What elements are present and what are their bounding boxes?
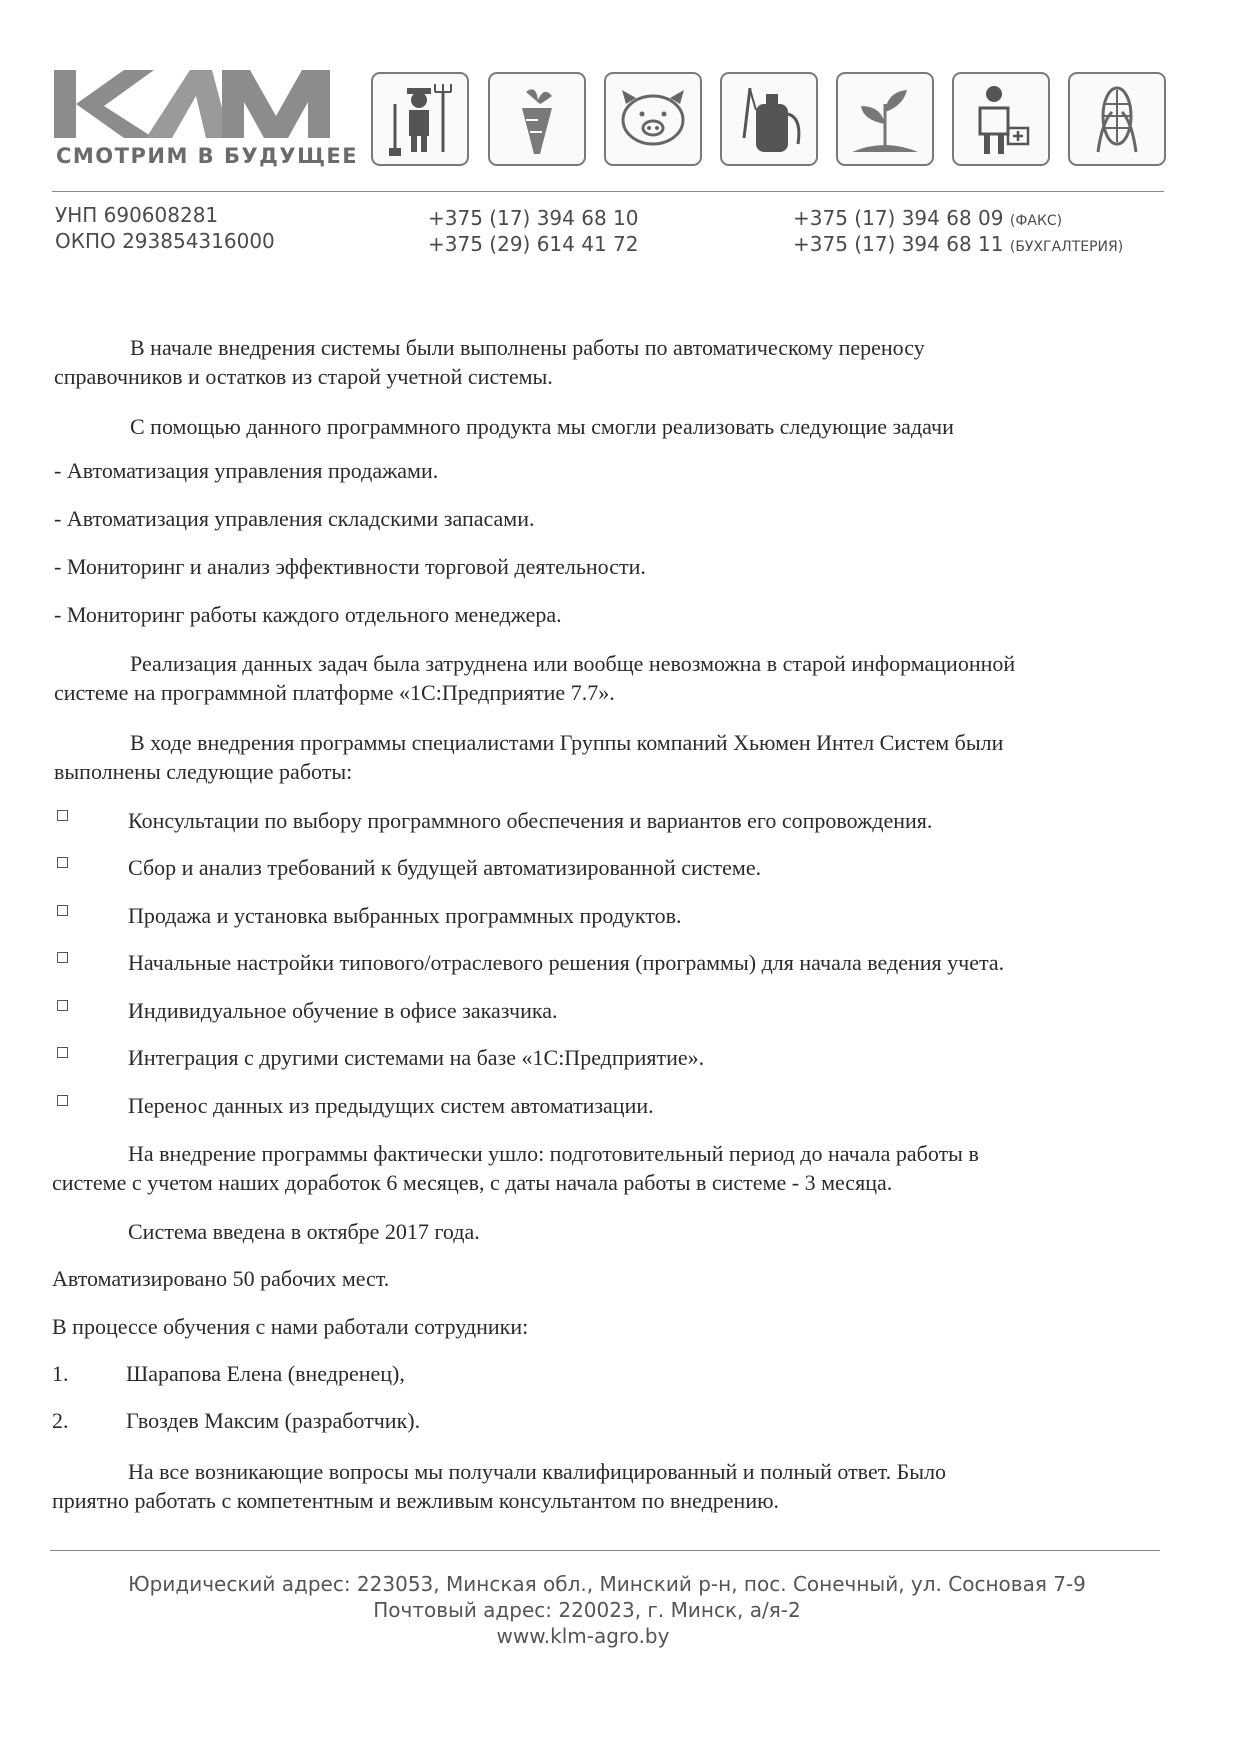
para1-line2: справочников и остатков из старой учетной системы. xyxy=(54,364,553,389)
phone-accounting-line xyxy=(793,231,1123,260)
legal-address: Юридический адрес: 223053, Минская обл., Минский р-н, пос. Сонечный, ул. Сосновая 7-9 xyxy=(128,1572,1086,1596)
para4-line1: В ходе внедрения программы специалистами Группы компаний Хьюмен Интел Систем были xyxy=(130,730,1004,755)
task-item: - Автоматизация управления складскими запасами. xyxy=(54,506,535,531)
pig-icon xyxy=(604,72,702,166)
para4-line2: выполнены следующие работы: xyxy=(54,759,353,784)
para6: Система введена в октябре 2017 года. xyxy=(128,1219,480,1244)
footer-divider xyxy=(50,1550,1160,1551)
staff-number: 1. xyxy=(52,1361,69,1386)
work-item: Индивидуальное обучение в офисе заказчика. xyxy=(128,998,558,1023)
staff-name: Гвоздев Максим (разработчик). xyxy=(126,1408,421,1433)
phone-fax-line xyxy=(793,205,1062,234)
farmer-icon xyxy=(371,72,469,166)
para9-line1: На все возникающие вопросы мы получали квалифицированный и полный ответ. Было xyxy=(128,1459,947,1484)
checkbox-icon xyxy=(57,1000,68,1011)
corn-icon xyxy=(1068,72,1166,166)
para2: С помощью данного программного продукта мы смогли реализовать следующие задачи xyxy=(130,414,954,439)
para9-line2: приятно работать с компетентным и вежливым консультантом по внедрению. xyxy=(52,1488,780,1513)
header-divider xyxy=(52,191,1164,192)
checkbox-icon xyxy=(57,857,68,868)
checkbox-icon xyxy=(57,952,68,963)
phone-accounting: +375 (17) 394 68 11 xyxy=(793,232,1004,256)
para3-line1: Реализация данных задач была затруднена или вообще невозможна в старой информационной xyxy=(130,651,1016,676)
sprout-icon xyxy=(836,72,934,166)
work-item: Интеграция с другими системами на базе «1С:Предприятие». xyxy=(128,1045,705,1070)
work-item: Перенос данных из предыдущих систем автоматизации. xyxy=(128,1093,654,1118)
task-item: - Мониторинг и анализ эффективности торговой деятельности. xyxy=(54,554,646,579)
para1-line1: В начале внедрения системы были выполнены работы по автоматическому переносу xyxy=(130,335,925,360)
para8: В процессе обучения с нами работали сотрудники: xyxy=(52,1314,529,1339)
task-item: - Мониторинг работы каждого отдельного менеджера. xyxy=(54,602,562,627)
para5-line1: На внедрение программы фактически ушло: подготовительный период до начала работы в xyxy=(128,1141,979,1166)
company-logo xyxy=(54,66,359,186)
klm-logo-mark xyxy=(54,66,344,142)
checkbox-icon xyxy=(57,1095,68,1106)
sprayer-icon xyxy=(720,72,818,166)
checkbox-icon xyxy=(57,810,68,821)
para7: Автоматизировано 50 рабочих мест. xyxy=(52,1266,390,1291)
company-slogan: СМОТРИМ В БУДУЩЕЕ xyxy=(56,144,359,168)
website-link[interactable]: www.klm-agro.by xyxy=(496,1624,670,1648)
phone-fax-note: (ФАКС) xyxy=(1009,213,1063,229)
phone-fax: +375 (17) 394 68 09 xyxy=(793,206,1004,230)
okpo-number: ОКПО 293854316000 xyxy=(55,229,275,253)
work-item: Начальные настройки типового/отраслевого решения (программы) для начала ведения учета. xyxy=(128,950,1005,975)
carrot-icon xyxy=(488,72,586,166)
para3-line2: системе на программной платформе «1С:Предприятие 7.7». xyxy=(54,680,615,705)
staff-number: 2. xyxy=(52,1408,69,1433)
postal-address: Почтовый адрес: 220023, г. Минск, а/я-2 xyxy=(373,1598,801,1622)
work-item: Сбор и анализ требований к будущей автоматизированной системе. xyxy=(128,855,762,880)
unp-number: УНП 690608281 xyxy=(55,203,219,227)
phone-main: +375 (17) 394 68 10 xyxy=(428,206,639,230)
checkbox-icon xyxy=(57,1047,68,1058)
task-item: - Автоматизация управления продажами. xyxy=(54,458,439,483)
veterinarian-icon xyxy=(952,72,1050,166)
phone-accounting-note: (БУХГАЛТЕРИЯ) xyxy=(1009,239,1124,255)
para5-line2: системе с учетом наших доработок 6 месяцев, с даты начала работы в системе - 3 месяца. xyxy=(52,1170,893,1195)
work-item: Консультации по выбору программного обеспечения и вариантов его сопровождения. xyxy=(128,808,933,833)
work-item: Продажа и установка выбранных программных продуктов. xyxy=(128,903,682,928)
staff-name: Шарапова Елена (внедренец), xyxy=(126,1361,405,1386)
checkbox-icon xyxy=(57,905,68,916)
phone-mobile: +375 (29) 614 41 72 xyxy=(428,232,639,256)
